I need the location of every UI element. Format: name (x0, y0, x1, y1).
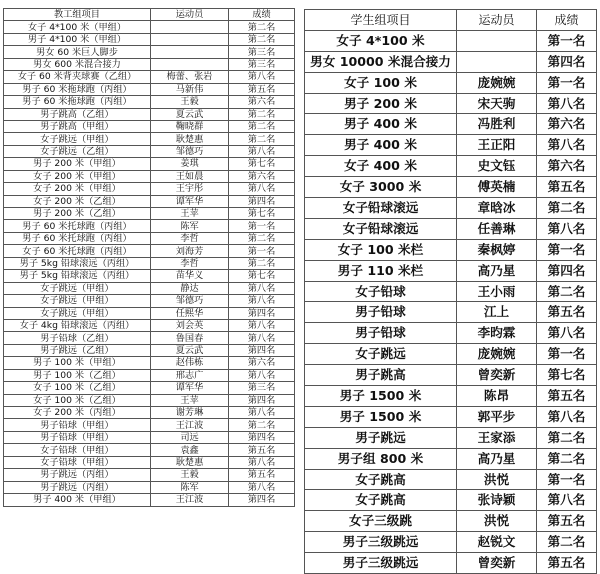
table-row (4, 120, 295, 132)
cell-athlete: 司远 (151, 431, 229, 443)
cell-result: 第七名 (229, 158, 295, 170)
table-row (4, 444, 295, 456)
cell-result: 第六名 (537, 156, 597, 177)
cell-athlete: 庞婉婉 (457, 344, 537, 365)
cell-result: 第五名 (229, 83, 295, 95)
table-row (305, 553, 597, 574)
cell-athlete: 江上 (457, 302, 537, 323)
table-row (4, 145, 295, 157)
table-row (305, 239, 597, 260)
cell-result: 第七名 (229, 208, 295, 220)
table-row (4, 307, 295, 319)
cell-athlete: 李哲 (151, 232, 229, 244)
table-row (4, 108, 295, 120)
cell-event: 女子铅球滚远 (305, 198, 457, 219)
table-row (305, 386, 597, 407)
cell-result: 第七名 (537, 365, 597, 386)
cell-athlete: 洪悦 (457, 469, 537, 490)
table-row (4, 220, 295, 232)
cell-athlete (151, 58, 229, 70)
cell-result: 第八名 (229, 282, 295, 294)
cell-athlete: 赵锐文 (457, 532, 537, 553)
cell-athlete (151, 21, 229, 33)
cell-athlete: 梅蕾、张岩 (151, 71, 229, 83)
table-row (305, 469, 597, 490)
cell-event: 女子跳远（甲组） (4, 133, 151, 145)
table-row (4, 419, 295, 431)
cell-athlete: 马新伟 (151, 83, 229, 95)
cell-athlete: 王正阳 (457, 135, 537, 156)
table-row (305, 93, 597, 114)
cell-athlete: 庞婉婉 (457, 72, 537, 93)
table-row (4, 469, 295, 481)
cell-event: 女子 200 米（甲组） (4, 170, 151, 182)
cell-event: 男子组 800 米 (305, 448, 457, 469)
table-row (4, 133, 295, 145)
cell-event: 女子跳高 (305, 469, 457, 490)
cell-event: 男子 400 米 (305, 135, 457, 156)
cell-athlete: 静达 (151, 282, 229, 294)
cell-event: 女子铅球（甲组） (4, 456, 151, 468)
cell-athlete: 邹德巧 (151, 295, 229, 307)
cell-athlete: 邢志广 (151, 369, 229, 381)
cell-result: 第八名 (229, 319, 295, 331)
cell-result: 第一名 (537, 30, 597, 51)
cell-athlete: 李昀霖 (457, 323, 537, 344)
cell-athlete: 王毅 (151, 96, 229, 108)
cell-athlete: 曾奕新 (457, 365, 537, 386)
cell-athlete: 谭军华 (151, 195, 229, 207)
cell-result: 第二名 (229, 108, 295, 120)
cell-athlete: 谭军华 (151, 382, 229, 394)
cell-event: 女子 60 米背夹球赛（乙组） (4, 71, 151, 83)
cell-result: 第八名 (537, 323, 597, 344)
table-row (305, 72, 597, 93)
cell-result: 第八名 (229, 183, 295, 195)
cell-result: 第八名 (537, 135, 597, 156)
table-row (4, 245, 295, 257)
cell-athlete: 秦枫婷 (457, 239, 537, 260)
table-row (4, 96, 295, 108)
cell-event: 女子 200 米（甲组） (4, 183, 151, 195)
table-row (4, 456, 295, 468)
cell-result: 第一名 (229, 220, 295, 232)
cell-athlete: 高乃星 (457, 448, 537, 469)
table-row (305, 302, 597, 323)
cell-result: 第四名 (229, 394, 295, 406)
table-row (4, 344, 295, 356)
cell-result: 第二名 (537, 532, 597, 553)
table-row (305, 114, 597, 135)
table-header-row (4, 9, 295, 21)
cell-result: 第八名 (229, 481, 295, 493)
cell-athlete: 袁鑫 (151, 444, 229, 456)
cell-event: 男子 200 米 (305, 93, 457, 114)
table-row (4, 431, 295, 443)
cell-result: 第一名 (537, 344, 597, 365)
cell-event: 男子跳高 (305, 365, 457, 386)
cell-athlete: 章晗冰 (457, 198, 537, 219)
cell-athlete: 陈军 (151, 220, 229, 232)
cell-event: 女子 4kg 铅球滚远（丙组） (4, 319, 151, 331)
student-results-table (304, 9, 597, 574)
cell-event: 男子 4*100 米（甲组） (4, 33, 151, 45)
table-row (4, 170, 295, 182)
cell-athlete: 王江波 (151, 419, 229, 431)
cell-event: 女子 200 米（乙组） (4, 195, 151, 207)
cell-result: 第五名 (537, 302, 597, 323)
header-athlete: 运动员 (457, 10, 537, 31)
table-row (4, 407, 295, 419)
cell-athlete: 史文钰 (457, 156, 537, 177)
cell-athlete (151, 46, 229, 58)
cell-result: 第二名 (229, 33, 295, 45)
cell-event: 男子 60 米拖球跑（丙组） (4, 83, 151, 95)
cell-result: 第一名 (229, 245, 295, 257)
cell-result: 第二名 (537, 448, 597, 469)
cell-result: 第八名 (229, 145, 295, 157)
teacher-results-table (3, 8, 295, 507)
cell-event: 女子 4*100 米（甲组） (4, 21, 151, 33)
table-row (4, 195, 295, 207)
cell-event: 女子 100 米（乙组） (4, 382, 151, 394)
table-row (4, 282, 295, 294)
cell-event: 男子 100 米（甲组） (4, 357, 151, 369)
cell-athlete: 耿楚惠 (151, 456, 229, 468)
cell-result: 第八名 (229, 407, 295, 419)
cell-event: 女子跳高 (305, 490, 457, 511)
cell-result: 第三名 (229, 46, 295, 58)
cell-result: 第八名 (229, 332, 295, 344)
cell-event: 女子铅球 (305, 281, 457, 302)
cell-event: 男子跳高（乙组） (4, 108, 151, 120)
table-row (4, 21, 295, 33)
table-row (4, 46, 295, 58)
cell-athlete: 郭平步 (457, 406, 537, 427)
cell-result: 第八名 (229, 369, 295, 381)
cell-event: 女子跳远（乙组） (4, 145, 151, 157)
cell-event: 女子三级跳 (305, 511, 457, 532)
cell-athlete (151, 33, 229, 45)
cell-event: 男子跳远（乙组） (4, 344, 151, 356)
header-event: 学生组项目 (305, 10, 457, 31)
cell-athlete: 王苹 (151, 208, 229, 220)
cell-athlete: 冯胜利 (457, 114, 537, 135)
cell-event: 女子跳远（甲组） (4, 295, 151, 307)
cell-result: 第五名 (537, 553, 597, 574)
table-row (305, 406, 597, 427)
cell-athlete (457, 51, 537, 72)
cell-event: 女子铅球滚远 (305, 218, 457, 239)
cell-event: 男女 600 米混合接力 (4, 58, 151, 70)
cell-event: 男子铅球（甲组） (4, 431, 151, 443)
cell-result: 第五名 (537, 511, 597, 532)
cell-event: 男子跳高（甲组） (4, 120, 151, 132)
table-row (4, 394, 295, 406)
cell-event: 男子铅球（乙组） (4, 332, 151, 344)
cell-athlete: 王苹 (151, 394, 229, 406)
cell-athlete: 洪悦 (457, 511, 537, 532)
cell-event: 女子跳远 (305, 344, 457, 365)
table-row (305, 490, 597, 511)
header-event: 教工组项目 (4, 9, 151, 21)
cell-result: 第四名 (229, 195, 295, 207)
table-row (4, 71, 295, 83)
cell-athlete: 鞠晓群 (151, 120, 229, 132)
table-row (4, 319, 295, 331)
table-header-row (305, 10, 597, 31)
cell-result: 第五名 (537, 386, 597, 407)
table-row (305, 156, 597, 177)
cell-result: 第六名 (229, 357, 295, 369)
table-row (305, 135, 597, 156)
cell-event: 女子 4*100 米 (305, 30, 457, 51)
cell-result: 第二名 (537, 198, 597, 219)
cell-event: 男子 60 米托球跑（丙组） (4, 220, 151, 232)
table-row (4, 33, 295, 45)
cell-event: 男女 10000 米混合接力 (305, 51, 457, 72)
cell-athlete: 傅英楠 (457, 177, 537, 198)
cell-event: 女子跳远（甲组） (4, 307, 151, 319)
header-athlete: 运动员 (151, 9, 229, 21)
cell-athlete: 耿楚惠 (151, 133, 229, 145)
table-row (305, 323, 597, 344)
table-row (4, 382, 295, 394)
cell-athlete: 宋天驹 (457, 93, 537, 114)
cell-event: 男子 5kg 铅球滚远（丙组） (4, 270, 151, 282)
cell-result: 第一名 (537, 469, 597, 490)
cell-event: 男子铅球 (305, 323, 457, 344)
cell-athlete: 王小雨 (457, 281, 537, 302)
cell-athlete: 任善琳 (457, 218, 537, 239)
cell-result: 第六名 (537, 114, 597, 135)
header-result: 成绩 (537, 10, 597, 31)
table-row (305, 177, 597, 198)
cell-event: 男女 60 米巨人脚步 (4, 46, 151, 58)
cell-result: 第五名 (229, 469, 295, 481)
cell-result: 第八名 (229, 295, 295, 307)
cell-event: 男子 100 米（乙组） (4, 369, 151, 381)
cell-athlete: 赵伟栋 (151, 357, 229, 369)
cell-athlete: 刘会英 (151, 319, 229, 331)
cell-athlete (457, 30, 537, 51)
cell-result: 第七名 (229, 270, 295, 282)
table-row (305, 365, 597, 386)
table-row (4, 208, 295, 220)
cell-result: 第二名 (537, 281, 597, 302)
cell-athlete: 高乃星 (457, 260, 537, 281)
table-row (4, 257, 295, 269)
table-row (4, 58, 295, 70)
table-row (4, 481, 295, 493)
cell-event: 女子 100 米栏 (305, 239, 457, 260)
cell-result: 第二名 (229, 120, 295, 132)
cell-athlete: 陈昂 (457, 386, 537, 407)
cell-result: 第二名 (229, 133, 295, 145)
cell-athlete: 邹德巧 (151, 145, 229, 157)
cell-event: 男子铅球 (305, 302, 457, 323)
cell-event: 男子 1500 米 (305, 386, 457, 407)
table-row (305, 30, 597, 51)
cell-athlete: 夏云武 (151, 344, 229, 356)
table-row (4, 158, 295, 170)
cell-result: 第一名 (537, 72, 597, 93)
cell-event: 男子 200 米（乙组） (4, 208, 151, 220)
table-row (305, 51, 597, 72)
cell-result: 第八名 (537, 218, 597, 239)
cell-event: 男子三级跳远 (305, 553, 457, 574)
cell-athlete: 王江波 (151, 494, 229, 506)
table-row (305, 448, 597, 469)
cell-athlete: 王如晨 (151, 170, 229, 182)
cell-result: 第八名 (537, 490, 597, 511)
cell-result: 第六名 (229, 96, 295, 108)
cell-result: 第四名 (537, 51, 597, 72)
cell-result: 第八名 (229, 456, 295, 468)
table-row (4, 332, 295, 344)
cell-event: 男子 400 米 (305, 114, 457, 135)
cell-result: 第二名 (229, 232, 295, 244)
table-row (305, 218, 597, 239)
cell-result: 第八名 (537, 406, 597, 427)
cell-athlete: 王宇彤 (151, 183, 229, 195)
cell-event: 男子 400 米（甲组） (4, 494, 151, 506)
cell-athlete: 苗华义 (151, 270, 229, 282)
cell-athlete: 曾奕新 (457, 553, 537, 574)
cell-event: 女子 400 米 (305, 156, 457, 177)
cell-event: 男子 110 米栏 (305, 260, 457, 281)
cell-athlete: 夏云武 (151, 108, 229, 120)
cell-result: 第二名 (229, 21, 295, 33)
cell-result: 第八名 (537, 93, 597, 114)
table-row (305, 511, 597, 532)
cell-event: 男子 200 米（甲组） (4, 158, 151, 170)
cell-event: 女子铅球（甲组） (4, 444, 151, 456)
cell-event: 女子 200 米（丙组） (4, 407, 151, 419)
table-row (4, 494, 295, 506)
table-row (4, 369, 295, 381)
cell-athlete: 任熙华 (151, 307, 229, 319)
cell-result: 第三名 (229, 382, 295, 394)
cell-result: 第三名 (229, 58, 295, 70)
cell-event: 女子 60 米托球跑（丙组） (4, 245, 151, 257)
cell-event: 男子跳远（丙组） (4, 469, 151, 481)
cell-result: 第二名 (229, 257, 295, 269)
table-row (4, 357, 295, 369)
cell-athlete: 陈军 (151, 481, 229, 493)
cell-result: 第四名 (229, 431, 295, 443)
table-row (305, 281, 597, 302)
header-result: 成绩 (229, 9, 295, 21)
cell-event: 男子跳远 (305, 427, 457, 448)
cell-event: 男子 1500 米 (305, 406, 457, 427)
cell-result: 第八名 (229, 71, 295, 83)
cell-event: 男子 5kg 铅球滚远（丙组） (4, 257, 151, 269)
cell-result: 第二名 (537, 427, 597, 448)
cell-event: 男子三级跳远 (305, 532, 457, 553)
cell-result: 第四名 (229, 307, 295, 319)
cell-event: 男子铅球（甲组） (4, 419, 151, 431)
table-row (305, 198, 597, 219)
cell-result: 第二名 (229, 419, 295, 431)
table-row (305, 427, 597, 448)
table-row (4, 295, 295, 307)
table-row (305, 344, 597, 365)
cell-result: 第五名 (229, 444, 295, 456)
cell-athlete: 王毅 (151, 469, 229, 481)
cell-event: 男子 60 米托球跑（丙组） (4, 232, 151, 244)
cell-athlete: 李哲 (151, 257, 229, 269)
cell-event: 男子 60 米拖球跑（丙组） (4, 96, 151, 108)
cell-result: 第一名 (537, 239, 597, 260)
cell-athlete: 张诗颖 (457, 490, 537, 511)
cell-result: 第四名 (537, 260, 597, 281)
cell-event: 女子跳远（甲组） (4, 282, 151, 294)
cell-result: 第五名 (537, 177, 597, 198)
cell-event: 男子跳远（丙组） (4, 481, 151, 493)
cell-event: 女子 3000 米 (305, 177, 457, 198)
cell-athlete: 鲁国春 (151, 332, 229, 344)
cell-result: 第六名 (229, 170, 295, 182)
cell-result: 第四名 (229, 494, 295, 506)
cell-result: 第四名 (229, 344, 295, 356)
cell-event: 女子 100 米 (305, 72, 457, 93)
table-row (4, 270, 295, 282)
table-row (4, 183, 295, 195)
cell-event: 女子 100 米（乙组） (4, 394, 151, 406)
table-row (4, 83, 295, 95)
cell-athlete: 刘海芳 (151, 245, 229, 257)
table-row (4, 232, 295, 244)
cell-athlete: 谢芳琳 (151, 407, 229, 419)
table-row (305, 260, 597, 281)
cell-athlete: 王家添 (457, 427, 537, 448)
cell-athlete: 姜琪 (151, 158, 229, 170)
